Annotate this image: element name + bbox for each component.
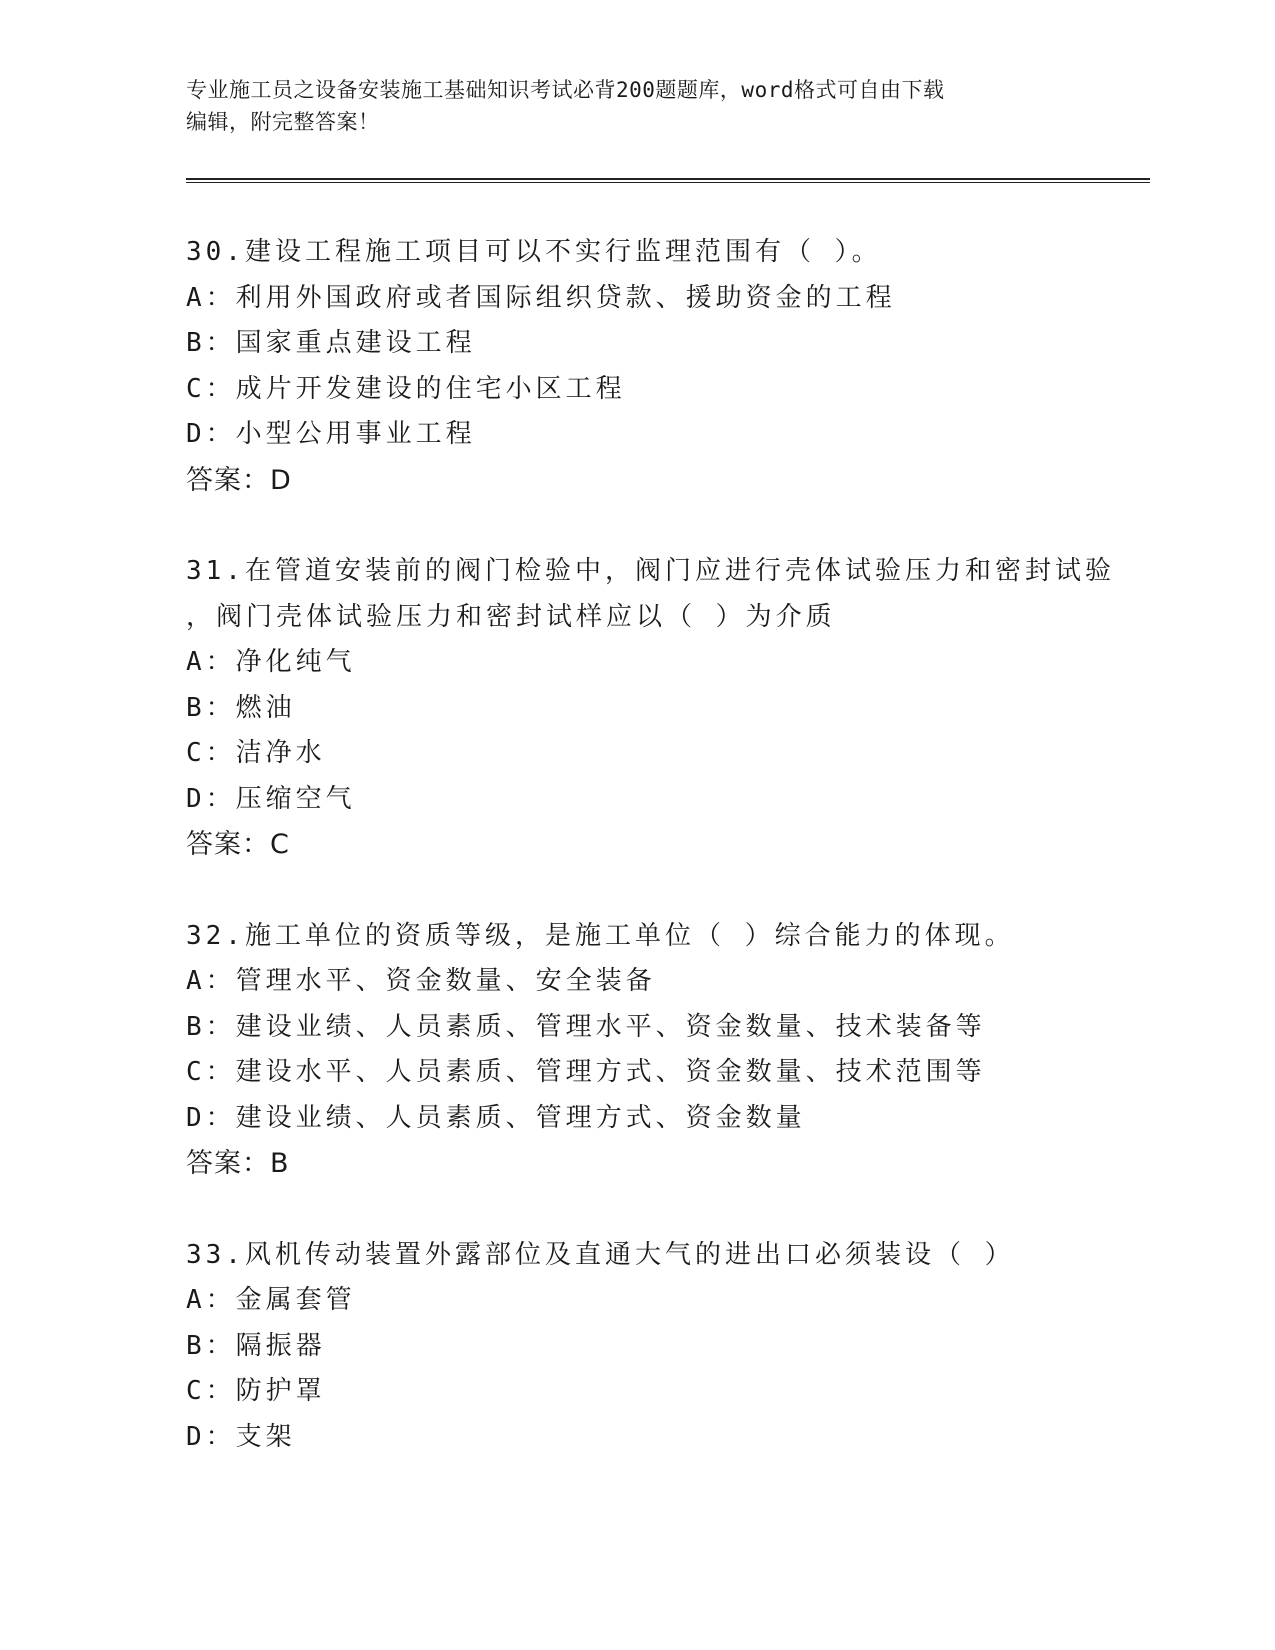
option-c: C：建设水平、人员素质、管理方式、资金数量、技术范围等 xyxy=(186,1057,986,1087)
option-c: C：洁净水 xyxy=(186,738,326,768)
option-a: A：利用外国政府或者国际组织贷款、援助资金的工程 xyxy=(186,282,896,313)
question-stem-continued: ，阀门壳体试验压力和密封试样应以（ ）为介质 xyxy=(186,601,836,632)
option-d: D：支架 xyxy=(186,1421,296,1452)
question-32 xyxy=(186,914,1116,1187)
answer-label: 答案：B xyxy=(186,1148,290,1179)
option-b: B：国家重点建设工程 xyxy=(186,328,476,358)
option-a: A：净化纯气 xyxy=(186,647,356,677)
question-stem: 33.风机传动装置外露部位及直通大气的进出口必须装设（ ） xyxy=(186,1239,1015,1270)
option-c: C：防护罩 xyxy=(186,1376,326,1406)
option-d: D：建设业绩、人员素质、管理方式、资金数量 xyxy=(186,1102,806,1133)
header-line-2: 编辑，附完整答案！ xyxy=(186,110,380,134)
question-31 xyxy=(186,549,1116,868)
question-stem: 31.在管道安装前的阀门检验中，阀门应进行壳体试验压力和密封试验 xyxy=(186,556,1115,586)
header-divider-thin xyxy=(186,182,1150,183)
option-d: D：小型公用事业工程 xyxy=(186,419,476,449)
option-a: A：金属套管 xyxy=(186,1285,356,1315)
option-a: A：管理水平、资金数量、安全装备 xyxy=(186,966,656,996)
answer-label: 答案：C xyxy=(186,829,290,860)
option-b: B：燃油 xyxy=(186,692,296,723)
question-stem: 30.建设工程施工项目可以不实行监理范围有（ ）。 xyxy=(186,237,882,267)
question-stem: 32.施工单位的资质等级，是施工单位（ ）综合能力的体现。 xyxy=(186,920,1015,951)
question-list xyxy=(186,230,1116,1506)
header-divider xyxy=(186,178,1150,180)
answer-label: 答案：D xyxy=(186,464,292,496)
question-30 xyxy=(186,230,1116,503)
question-33 xyxy=(186,1233,1116,1461)
option-b: B：建设业绩、人员素质、管理水平、资金数量、技术装备等 xyxy=(186,1011,986,1042)
option-c: C：成片开发建设的住宅小区工程 xyxy=(186,373,626,404)
header-line-1: 专业施工员之设备安装施工基础知识考试必背200题题库，word格式可自由下载 xyxy=(186,78,945,102)
option-b: B：隔振器 xyxy=(186,1330,326,1361)
option-d: D：压缩空气 xyxy=(186,783,356,814)
document-header xyxy=(186,74,1086,138)
